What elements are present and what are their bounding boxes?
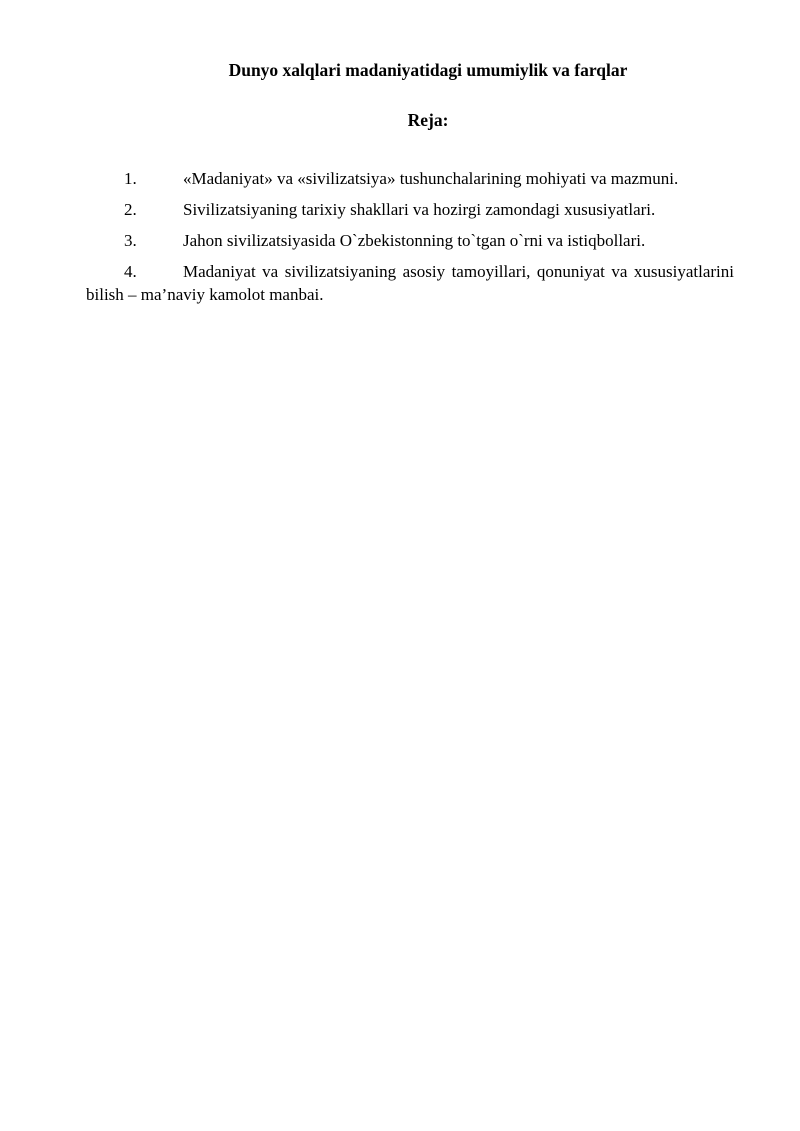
plan-item-text: Jahon sivilizatsiyasida O`zbekistonning to`tgan o`rni va istiqbollari. <box>183 231 646 250</box>
document-title: Dunyo xalqlari madaniyatidagi umumiylik va farqlar <box>228 60 628 80</box>
plan-item-3 <box>86 229 734 252</box>
plan-item-text: Madaniyat va sivilizatsiyaning asosiy tamoyillari, qonuniyat va xususiyatlarini bilish – ma’naviy kamolot manbai. <box>86 262 734 304</box>
plan-item-number: 4. <box>124 262 137 281</box>
plan-item-2 <box>86 198 734 221</box>
plan-item-number: 1. <box>124 169 137 188</box>
plan-item-number: 2. <box>124 200 137 219</box>
plan-item-4 <box>86 260 734 306</box>
plan-list <box>86 167 734 314</box>
plan-item-1 <box>86 167 734 190</box>
plan-item-text: «Madaniyat» va «sivilizatsiya» tushunchalarining mohiyati va mazmuni. <box>183 169 679 188</box>
plan-item-text: Sivilizatsiyaning tarixiy shakllari va hozirgi zamondagi xususiyatlari. <box>183 200 656 219</box>
plan-item-number: 3. <box>124 231 137 250</box>
plan-heading: Reja: <box>407 110 449 130</box>
